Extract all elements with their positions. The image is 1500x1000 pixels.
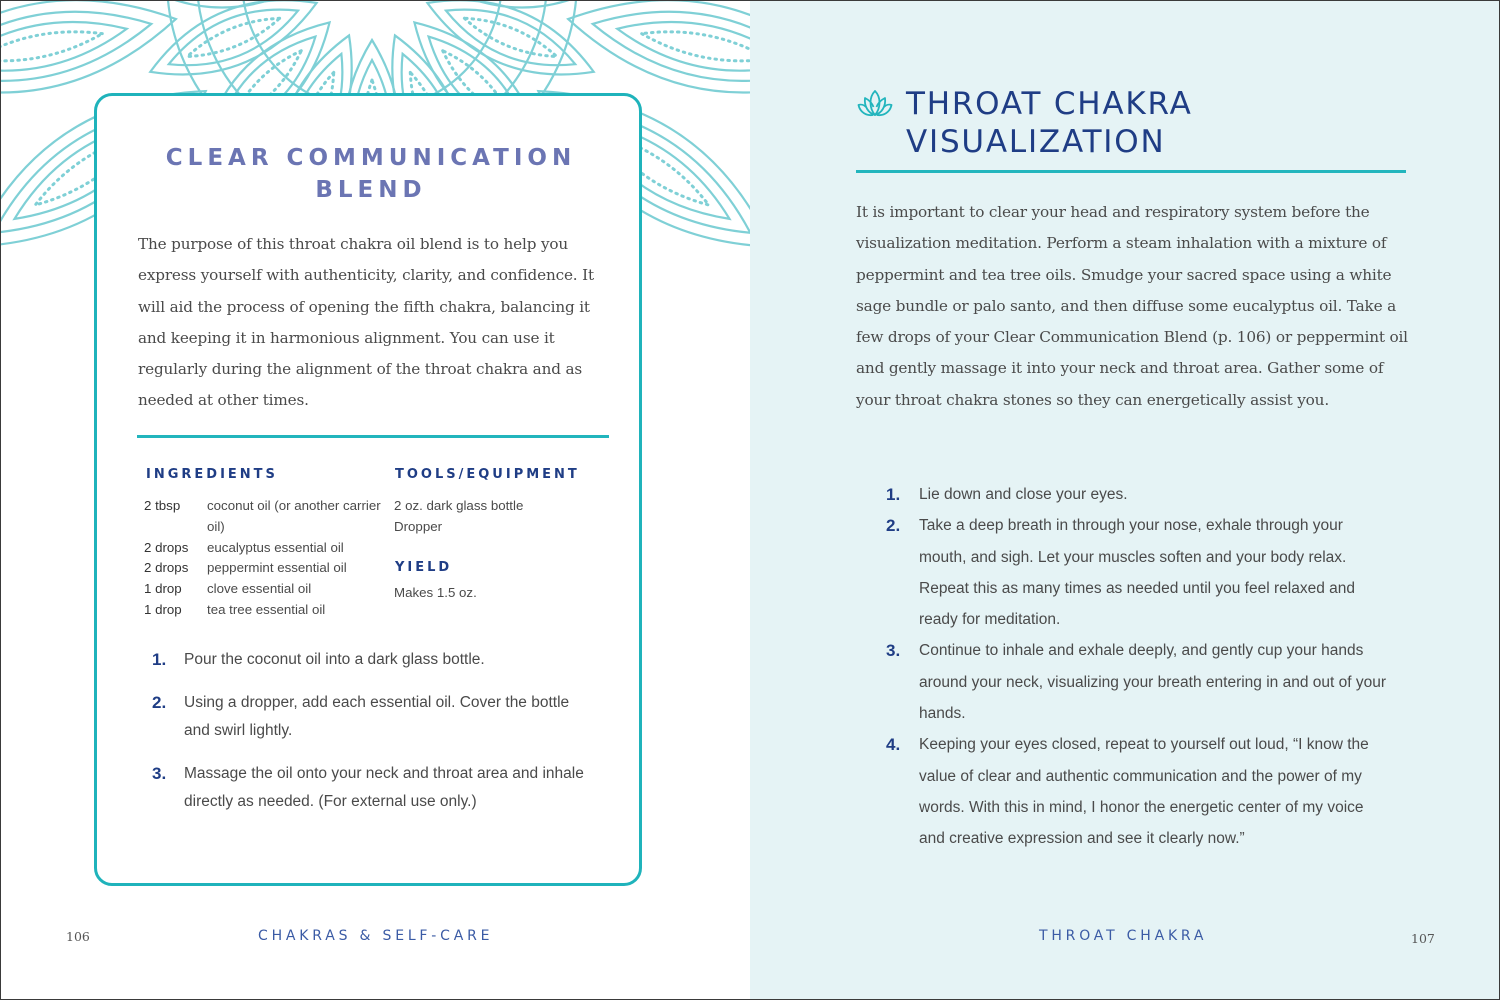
running-head-right: THROAT CHAKRA bbox=[1039, 928, 1208, 944]
step-text: Massage the oil onto your neck and throat area and inhale directly as needed. (For external use only.) bbox=[184, 765, 584, 810]
section-title-line2: VISUALIZATION bbox=[906, 124, 1166, 160]
page-number-left: 106 bbox=[66, 929, 90, 944]
tools-list bbox=[394, 496, 523, 538]
ingredient-item bbox=[144, 579, 384, 600]
recipe-steps bbox=[152, 646, 592, 831]
step-number: 3. bbox=[152, 764, 167, 783]
ingredients-heading: INGREDIENTS bbox=[146, 467, 278, 482]
step-text: Take a deep breath in through your nose, exhale through your mouth, and sigh. Let your muscles soften and your body relax. Repeat this as many times as needed until you feel relaxed and ready for meditation. bbox=[919, 517, 1355, 629]
step-number: 4. bbox=[886, 735, 901, 755]
ingredient-name: eucalyptus essential oil bbox=[207, 539, 344, 555]
recipe-title-line2: BLEND bbox=[315, 177, 427, 203]
step-text: Using a dropper, add each essential oil. Cover the bottle and swirl lightly. bbox=[184, 694, 570, 739]
page-number-right: 107 bbox=[1411, 931, 1435, 946]
ingredient-quantity: 2 drops bbox=[144, 539, 189, 555]
lotus-icon bbox=[857, 88, 893, 120]
step-item bbox=[152, 760, 592, 816]
step-text: Keeping your eyes closed, repeat to yourself out loud, “I know the value of clear and authentic communication and the power of my words. With this in mind, I honor the energetic center of my voice and creative expression and see it clearly now.” bbox=[919, 736, 1369, 848]
ingredients-list bbox=[144, 496, 384, 621]
step-text: Lie down and close your eyes. bbox=[919, 486, 1128, 503]
section-intro: It is important to clear your head and respiratory system before the visualization meditation. Perform a steam inhalation with a mixture of peppermint and tea tree oils. Smudge your sacred space using a white sage bundle or palo santo, and then diffuse some eucalyptus oil. Take a few drops of your Clear Communication Blend (p. 106) or peppermint oil and gently massage it into your neck and throat area. Gather some of your throat chakra stones so they can energetically assist you. bbox=[856, 203, 1408, 409]
ingredient-item bbox=[144, 538, 384, 559]
tool-item: Dropper bbox=[394, 518, 443, 534]
ingredient-quantity: 2 drops bbox=[144, 560, 189, 576]
step-text: Continue to inhale and exhale deeply, and gently cup your hands around your neck, visualizing your breath entering in and out of your hands. bbox=[919, 642, 1387, 723]
ingredient-name: peppermint essential oil bbox=[207, 560, 347, 576]
step-text: Pour the coconut oil into a dark glass bottle. bbox=[184, 651, 485, 668]
ingredient-item bbox=[144, 496, 384, 538]
visualization-steps bbox=[886, 479, 1386, 855]
ingredient-quantity: 1 drop bbox=[144, 581, 182, 597]
mandala-outer-petal bbox=[568, 0, 750, 92]
ingredient-name: tea tree essential oil bbox=[207, 601, 326, 617]
step-number: 2. bbox=[152, 693, 167, 712]
ingredient-quantity: 1 drop bbox=[144, 601, 182, 617]
recipe-intro: The purpose of this throat chakra oil blend is to help you express yourself with authenticity, clarity, and confidence. It will aid the process of opening the fifth chakra, balancing it and keeping it in harmonious alignment. You can use it regularly during the alignment of the throat chakra and as needed at other times. bbox=[138, 235, 594, 410]
mandala-outer-petal bbox=[617, 22, 750, 71]
step-number: 2. bbox=[886, 516, 901, 536]
step-item bbox=[886, 510, 1386, 635]
step-item bbox=[152, 689, 592, 745]
section-title-line1: THROAT CHAKRA bbox=[906, 86, 1193, 122]
mandala-dots bbox=[0, 32, 102, 61]
step-item bbox=[152, 646, 592, 674]
ingredient-name: clove essential oil bbox=[207, 581, 312, 597]
mandala-outer-petal bbox=[0, 22, 127, 71]
ingredient-item bbox=[144, 558, 384, 579]
step-item bbox=[886, 729, 1386, 854]
mandala-dots bbox=[642, 32, 750, 61]
recipe-title bbox=[97, 142, 645, 206]
ingredient-item bbox=[144, 600, 384, 621]
step-number: 3. bbox=[886, 641, 901, 661]
section-title bbox=[906, 85, 1193, 161]
tool-item: 2 oz. dark glass bottle bbox=[394, 498, 524, 513]
ingredient-name: coconut oil (or another carrier oil) bbox=[207, 498, 381, 534]
yield-value: Makes 1.5 oz. bbox=[394, 585, 477, 600]
recipe-title-line1: CLEAR COMMUNICATION bbox=[165, 145, 577, 171]
step-item bbox=[886, 635, 1386, 729]
step-item bbox=[886, 479, 1386, 510]
tools-heading: TOOLS/EQUIPMENT bbox=[395, 467, 580, 482]
divider bbox=[856, 170, 1406, 173]
recipe-card bbox=[94, 93, 642, 886]
yield-heading: YIELD bbox=[395, 560, 453, 575]
divider bbox=[137, 435, 609, 438]
ingredient-quantity: 2 tbsp bbox=[144, 498, 181, 513]
step-number: 1. bbox=[886, 485, 901, 504]
step-number: 1. bbox=[152, 650, 167, 669]
running-head-left: CHAKRAS & SELF-CARE bbox=[258, 928, 494, 944]
